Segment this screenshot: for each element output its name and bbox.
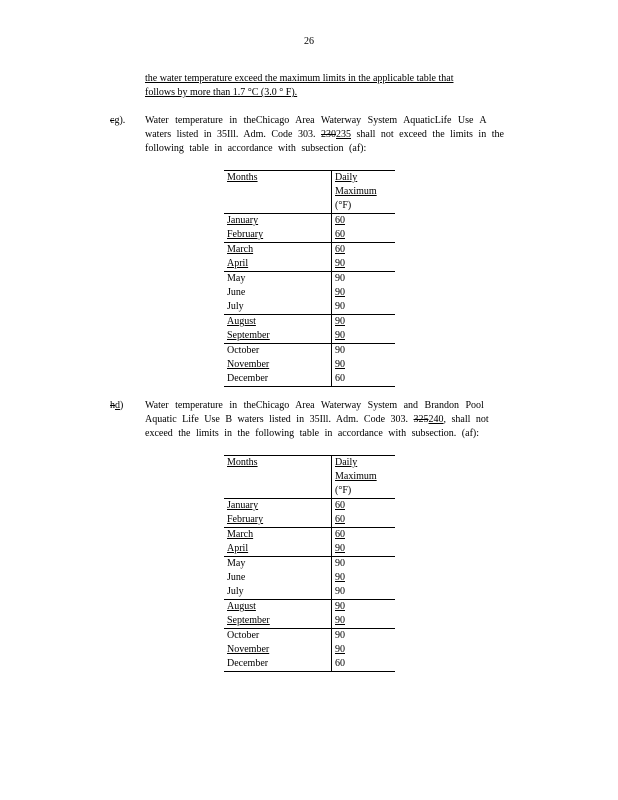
table-row: February xyxy=(227,229,264,240)
table-row: April xyxy=(227,543,249,554)
section-d-line-1: Water temperature in theChicago Area Waterway System and Brandon Pool xyxy=(145,400,484,411)
table-row: December xyxy=(224,657,332,672)
page-number: 26 xyxy=(304,36,314,47)
table-row: November xyxy=(227,644,270,655)
table-row: October xyxy=(224,629,332,644)
temperature-table-1: Months Daily Maximum (°F) January 60 February 60 March 60 April 90 May 90 June 90 July 90 August 90 September 90 October 90 November 90 December 60 xyxy=(224,170,395,387)
table-row: June xyxy=(227,287,246,298)
table-row: March xyxy=(224,243,332,258)
table-row: January xyxy=(224,499,332,514)
table-row: January xyxy=(224,214,332,229)
section-c-label: cg). xyxy=(110,115,126,126)
table-row: July xyxy=(227,586,244,597)
temperature-table-2: Months Daily Maximum (°F) January 60 February 60 March 60 April 90 May 90 June 90 July 90 August 90 September 90 October 90 November 90 December 60 xyxy=(224,455,395,672)
table-row: July xyxy=(227,301,244,312)
table-row: August xyxy=(224,315,332,330)
header-daily-maximum: Daily Maximum (°F) xyxy=(332,456,396,499)
table-row: October xyxy=(224,344,332,359)
table-row: May xyxy=(224,272,332,287)
header-months: Months xyxy=(224,171,332,214)
section-d-label: hd) xyxy=(110,400,124,411)
section-c-line-2: waters listed in 35Ill. Adm. Code 303. 230235 shall not exceed the limits in the xyxy=(145,129,504,140)
header-months: Months xyxy=(224,456,332,499)
section-c-line-1: Water temperature in theChicago Area Waterway System AquaticLife Use A xyxy=(145,115,487,126)
table-row: September xyxy=(227,330,270,341)
header-daily-maximum: Daily Maximum (°F) xyxy=(332,171,396,214)
table-row: April xyxy=(227,258,249,269)
table-row: December xyxy=(224,372,332,387)
section-d-line-3: exceed the limits in the following table in accordance with subsection. (af): xyxy=(145,428,480,439)
table-row: February xyxy=(227,514,264,525)
intro-line-1: the water temperature exceed the maximum limits in the applicable table that xyxy=(145,73,454,84)
table-row: November xyxy=(227,359,270,370)
section-d-line-2: Aquatic Life Use B waters listed in 35Ill. Adm. Code 303. 325240, shall not xyxy=(145,414,489,425)
table-row: September xyxy=(227,615,270,626)
table-row: May xyxy=(224,557,332,572)
section-c-line-3: following table in accordance with subsection (af): xyxy=(145,143,367,154)
table-row: August xyxy=(224,600,332,615)
intro-line-2: follows by more than 1.7 °C (3.0 ° F). xyxy=(145,87,298,98)
table-row: March xyxy=(224,528,332,543)
table-row: June xyxy=(227,572,246,583)
